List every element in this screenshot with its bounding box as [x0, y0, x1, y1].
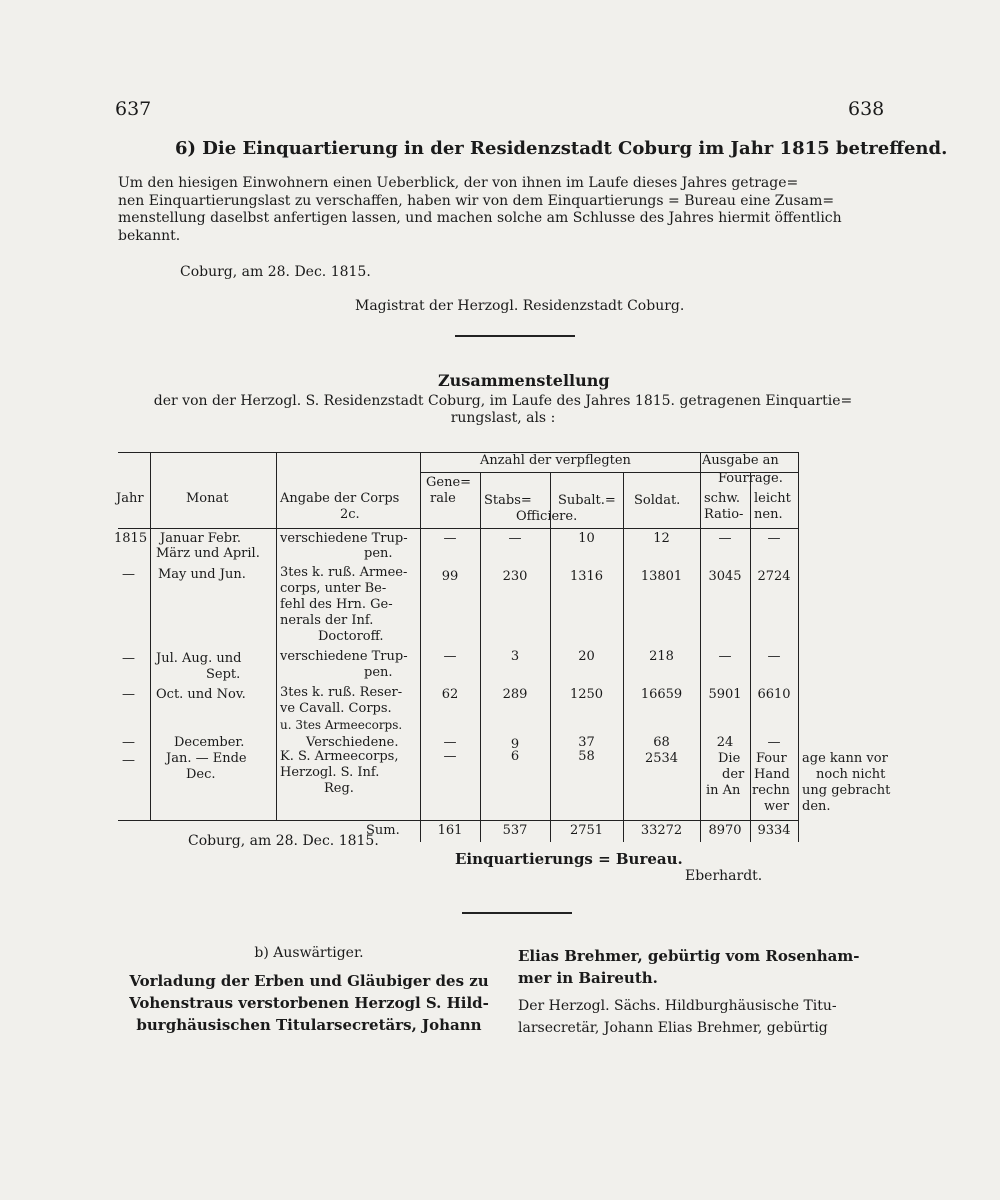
notice-heading: 6) Die Einquartierung in der Residenzstadt Coburg im Jahr 1815 betreffend. — [175, 138, 948, 159]
row4-corps-3: u. 3tes Armeecorps. — [280, 718, 403, 732]
row5-leicht: — — [767, 735, 781, 750]
row1-stabs: — — [508, 531, 522, 546]
row3-stabs: 3 — [510, 649, 520, 664]
row6-leicht-3: rechn — [752, 783, 790, 798]
section-b-right-text — [518, 995, 893, 1039]
row5-schw: 24 — [716, 735, 734, 750]
col-divider — [700, 452, 701, 842]
header-subalt: Subalt.= — [558, 493, 616, 508]
subtitle-line: rungslast, als : — [450, 410, 556, 426]
header-jahr: Jahr — [116, 491, 144, 506]
row4-stabs: 289 — [502, 687, 528, 702]
row2-stabs: 230 — [502, 569, 528, 584]
row1-monat: Januar Febr. — [160, 531, 242, 546]
row6-corps-2: Herzogl. S. Inf. — [280, 765, 380, 780]
notice-signature: Magistrat der Herzogl. Residenzstadt Coburg. — [355, 298, 685, 314]
row3-monat-2: Sept. — [206, 667, 241, 682]
row4-leicht: 6610 — [757, 687, 791, 702]
notice-paragraph — [118, 175, 880, 245]
left-line: Vohenstraus verstorbenen Herzogl S. Hild- — [129, 994, 489, 1012]
row2-leicht: 2724 — [757, 569, 791, 584]
subtitle-line: der von der Herzogl. S. Residenzstadt Coburg, im Laufe des Jahres 1815. getragenen Einquartie= — [153, 393, 853, 409]
sum-line — [118, 820, 798, 821]
row6-schw-2: der — [722, 767, 745, 782]
row1-corps: verschiedene Trup- — [280, 531, 408, 546]
right-text-line: larsecretär, Johann Elias Brehmer, gebürtig — [518, 1020, 828, 1036]
row6-monat: Jan. — Ende — [166, 751, 247, 766]
row2-generale: 99 — [441, 569, 459, 584]
row6-subalt: 58 — [578, 749, 595, 764]
row3-soldat: 218 — [649, 649, 674, 664]
row5-stabs: 9 — [510, 737, 520, 752]
row5-generale: — — [443, 735, 457, 750]
section-b-label: b) Auswärtiger. — [254, 945, 364, 961]
header-generale-2: rale — [430, 491, 456, 506]
row2-corps: 3tes k. ruß. Armee- — [280, 565, 408, 580]
notice-line: nen Einquartierungslast zu verschaffen, haben wir von dem Einquartierungs = Bureau eine Zusam= — [118, 192, 835, 209]
row1-corps-2: pen. — [364, 546, 393, 561]
row6-monat-2: Dec. — [186, 767, 216, 782]
row6-soldat: 2534 — [644, 751, 679, 766]
sum-subalt: 2751 — [569, 823, 604, 838]
sum-schw: 8970 — [708, 823, 742, 838]
header-anzahl-group: Anzahl der verpflegten — [480, 453, 631, 468]
col-divider — [276, 452, 277, 820]
row6-leicht-2: Hand — [754, 767, 790, 782]
col-divider — [150, 452, 151, 820]
row2-jahr: — — [122, 567, 135, 582]
row4-schw: 5901 — [708, 687, 742, 702]
header-generale: Gene= — [426, 475, 472, 490]
row6-schw: Die — [718, 751, 741, 766]
row5-jahr: — — [122, 735, 135, 750]
sum-stabs: 537 — [502, 823, 528, 838]
row5-monat: December. — [174, 735, 245, 750]
right-heading-line: Elias Brehmer, gebürtig vom Rosenham- — [518, 947, 860, 965]
row5-soldat: 68 — [653, 735, 670, 750]
notice-line: menstellung daselbst anfertigen lassen, und machen solche am Schlusse des Jahres hiermit öffentlich — [118, 210, 842, 226]
row6-leicht: Four — [756, 751, 787, 766]
row2-corps-2: corps, unter Be- — [280, 581, 387, 596]
notice-date: Coburg, am 28. Dec. 1815. — [180, 264, 371, 280]
row3-corps: verschiedene Trup- — [280, 649, 408, 664]
row2-corps-3: fehl des Hrn. Ge- — [280, 597, 393, 612]
row3-generale: — — [443, 649, 457, 664]
header-stabs: Stabs= — [484, 493, 532, 508]
sum-generale: 161 — [437, 823, 463, 838]
left-line: burghäusischen Titularsecretärs, Johann — [136, 1016, 482, 1034]
header-leicht: leicht — [754, 491, 791, 506]
header-ausgabe-group-2: Fourrage. — [718, 471, 783, 486]
row1-soldat: 12 — [653, 531, 670, 546]
right-text-line: Der Herzogl. Sächs. Hildburghäusische Titu- — [518, 998, 837, 1014]
footer-bureau: Einquartierungs = Bureau. — [455, 850, 683, 868]
row2-soldat: 13801 — [640, 569, 683, 584]
sum-leicht: 9334 — [757, 823, 791, 838]
row6-stabs: 6 — [510, 749, 520, 764]
row1-subalt: 10 — [578, 531, 595, 546]
row4-monat: Oct. und Nov. — [156, 687, 246, 702]
divider-rule — [455, 335, 575, 337]
row6-jahr: — — [122, 753, 135, 768]
table-top-line — [118, 452, 798, 453]
row1-leicht: — — [767, 531, 781, 546]
footer-signer: Eberhardt. — [685, 868, 763, 884]
row5-corps: Verschiedene. — [306, 735, 399, 750]
col-divider — [798, 452, 799, 842]
row4-subalt: 1250 — [569, 687, 604, 702]
section-b-right-heading — [518, 945, 893, 989]
row1-generale: — — [443, 531, 457, 546]
notice-line: bekannt. — [118, 227, 181, 244]
summary-subtitle — [118, 393, 888, 427]
header-leicht-2: nen. — [754, 507, 783, 522]
header-schw: schw. — [704, 491, 741, 506]
divider-rule — [462, 912, 572, 914]
right-heading-line: mer in Baireuth. — [518, 969, 658, 987]
row6-corps: K. S. Armeecorps, — [280, 749, 399, 764]
header-bottom-line — [118, 528, 798, 529]
row1-schw: — — [718, 531, 732, 546]
row5-subalt: 37 — [578, 735, 595, 750]
row3-leicht: — — [767, 649, 781, 664]
header-angabe-etc: 2c. — [340, 507, 360, 522]
left-line: Vorladung der Erben und Gläubiger des zu — [129, 972, 489, 990]
row2-corps-4: nerals der Inf. — [280, 613, 374, 628]
row2-corps-5: Doctoroff. — [318, 629, 384, 644]
row6-generale: — — [443, 749, 457, 764]
row3-monat: Jul. Aug. und — [156, 651, 242, 666]
header-angabe: Angabe der Corps — [280, 491, 400, 506]
row3-corps-2: pen. — [364, 665, 393, 680]
row6-note-3: ung gebracht — [802, 783, 891, 798]
row4-generale: 62 — [441, 687, 459, 702]
row6-corps-3: Reg. — [324, 781, 354, 796]
row1-jahr: 1815 — [114, 531, 148, 546]
row6-note-2: noch nicht — [816, 767, 886, 782]
row3-schw: — — [718, 649, 732, 664]
header-ratio: Ratio- — [704, 507, 744, 522]
summary-title: Zusammenstellung — [438, 371, 610, 390]
row4-corps-2: ve Cavall. Corps. — [280, 701, 392, 716]
page-number-right: 638 — [848, 98, 885, 120]
row3-subalt: 20 — [578, 649, 595, 664]
header-soldat: Soldat. — [634, 493, 681, 508]
page-number-left: 637 — [115, 98, 152, 120]
sum-label: Sum. — [366, 823, 400, 838]
row6-leicht-4: wer — [764, 799, 790, 814]
footer-date: Coburg, am 28. Dec. 1815. — [188, 833, 379, 849]
col-divider — [420, 452, 421, 842]
notice-line: Um den hiesigen Einwohnern einen Ueberblick, der von ihnen im Laufe dieses Jahres getrage= — [118, 175, 799, 191]
row4-soldat: 16659 — [640, 687, 683, 702]
row3-jahr: — — [122, 651, 135, 666]
header-monat: Monat — [186, 491, 229, 506]
row2-monat: May und Jun. — [158, 567, 246, 582]
billeting-table — [114, 452, 891, 842]
header-officiere: Officiere. — [516, 509, 578, 524]
header-ausgabe-group: Ausgabe an — [702, 453, 779, 468]
section-b-left-text — [120, 970, 498, 1036]
row4-corps: 3tes k. ruß. Reser- — [280, 685, 403, 700]
row4-jahr: — — [122, 687, 135, 702]
row2-schw: 3045 — [708, 569, 742, 584]
row1-monat-2: März und April. — [156, 546, 260, 561]
row6-note: age kann vor — [802, 751, 888, 766]
sum-soldat: 33272 — [640, 823, 683, 838]
row6-schw-3: in An — [706, 783, 741, 798]
row2-subalt: 1316 — [569, 569, 604, 584]
row6-note-4: den. — [802, 799, 831, 814]
